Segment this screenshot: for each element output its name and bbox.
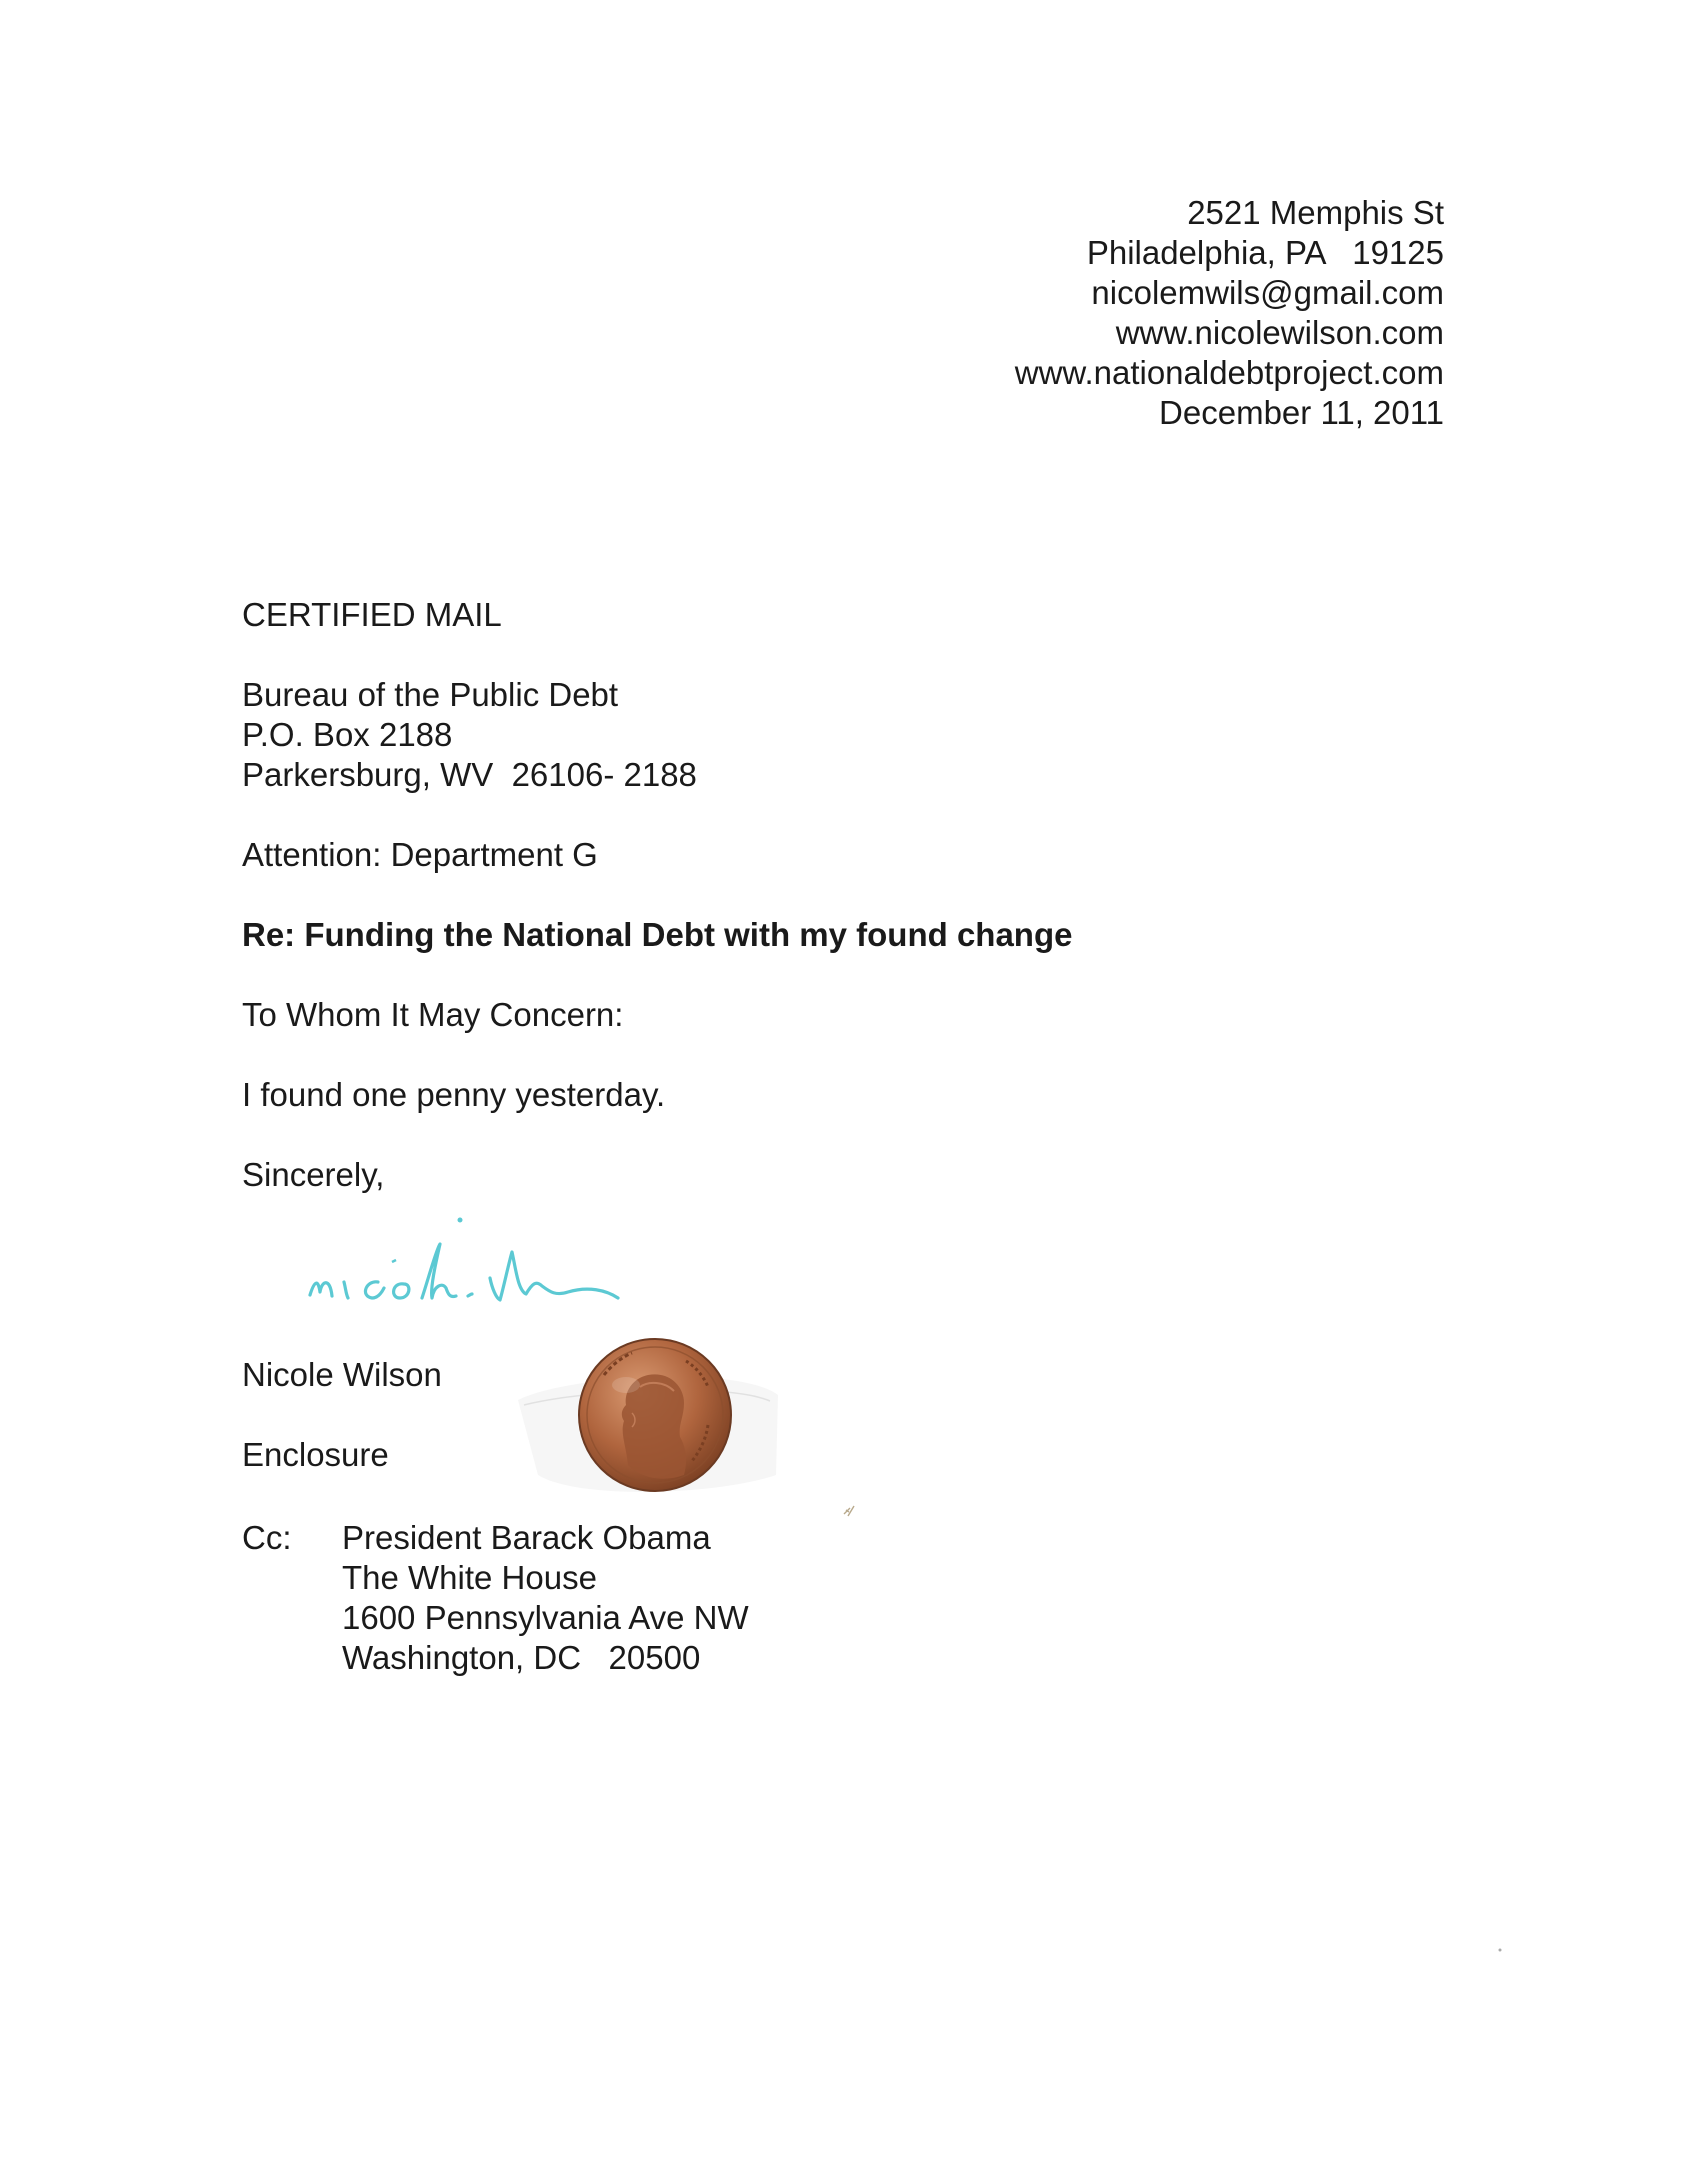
- mail-type: CERTIFIED MAIL: [242, 596, 502, 633]
- signatory-name: Nicole Wilson: [242, 1356, 442, 1393]
- letter-date: December 11, 2011: [1159, 394, 1444, 431]
- sender-city-state-zip: Philadelphia, PA 19125: [1086, 234, 1444, 271]
- cc-city-state-zip: Washington, DC 20500: [342, 1639, 701, 1676]
- sender-street: 2521 Memphis St: [1187, 194, 1444, 231]
- cc-street: 1600 Pennsylvania Ave NW: [342, 1599, 749, 1636]
- cc-label: Cc:: [242, 1519, 292, 1556]
- enclosure-line: Enclosure: [242, 1436, 389, 1473]
- cc-org: The White House: [342, 1559, 597, 1596]
- sender-email: nicolemwils@gmail.com: [1091, 274, 1444, 311]
- taped-penny-image: [508, 1305, 788, 1525]
- cc-address-block: [342, 1518, 749, 1678]
- cc-name: President Barack Obama: [342, 1519, 711, 1556]
- salutation: To Whom It May Concern:: [242, 996, 624, 1033]
- recipient-name: Bureau of the Public Debt: [242, 676, 619, 713]
- attention-line: Attention: Department G: [242, 836, 598, 873]
- recipient-po-box: P.O. Box 2188: [242, 716, 453, 753]
- recipient-address-block: [242, 675, 697, 795]
- sender-address-block: [1015, 193, 1444, 433]
- scan-speck: [840, 1500, 860, 1520]
- sender-website-project: www.nationaldebtproject.com: [1014, 354, 1444, 391]
- recipient-city-state-zip: Parkersburg, WV 26106- 2188: [242, 756, 697, 793]
- subject-line: Re: Funding the National Debt with my found change: [242, 916, 1073, 953]
- sender-website-personal: www.nicolewilson.com: [1115, 314, 1444, 351]
- scan-speck: [1495, 1945, 1505, 1955]
- letter-body: I found one penny yesterday.: [242, 1076, 666, 1113]
- closing: Sincerely,: [242, 1156, 385, 1193]
